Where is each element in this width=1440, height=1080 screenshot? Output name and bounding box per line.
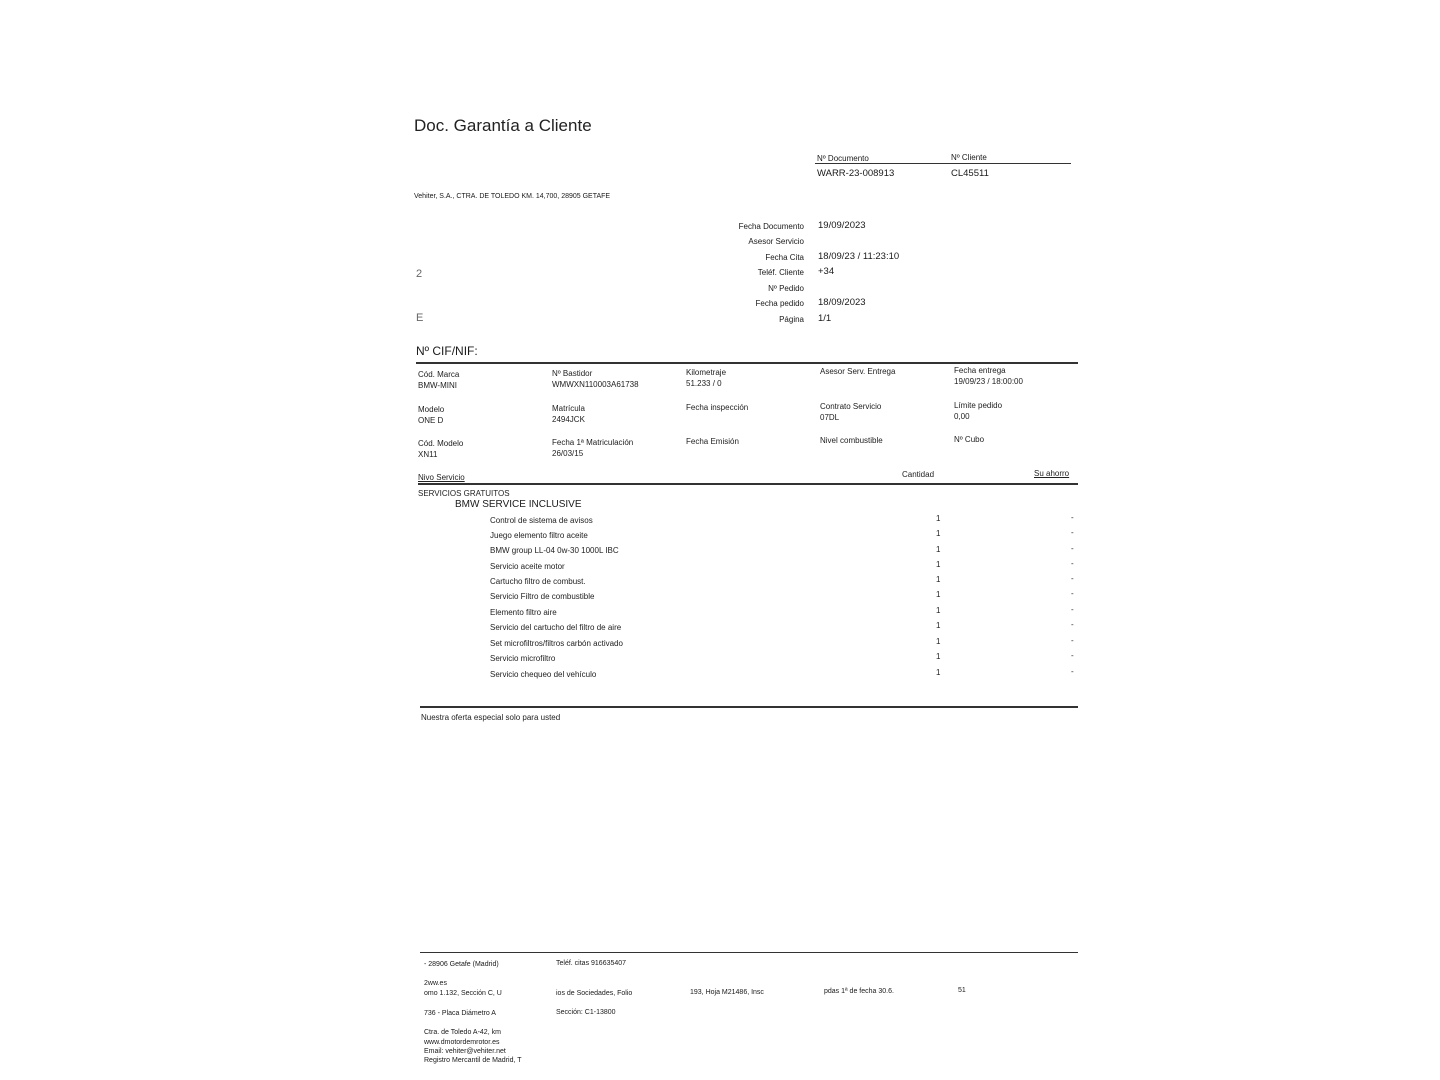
service-saving: - [1071, 651, 1074, 660]
field-label: Asesor Servicio [748, 237, 804, 246]
service-name: Set microfiltros/filtros carbón activado [490, 639, 623, 648]
registration-date-label: Fecha 1ª Matriculación [552, 438, 634, 447]
footer-line: 736 - Placa Diámetro A [424, 1010, 496, 1017]
page-title: Doc. Garantía a Cliente [414, 116, 592, 135]
cif-label: Nº CIF/NIF: [416, 344, 478, 358]
order-limit-value: 0,00 [954, 412, 970, 421]
field-value: 18/09/2023 [818, 297, 866, 308]
col-qty-header: Cantidad [902, 470, 935, 479]
service-name: Control de sistema de avisos [490, 516, 593, 525]
field-label: Página [779, 315, 804, 324]
service-contract-label: Contrato Servicio [820, 402, 882, 411]
service-name: Juego elemento filtro aceite [490, 531, 588, 540]
field-value: 18/09/23 / 11:23:10 [818, 251, 900, 262]
service-subgroup: BMW SERVICE INCLUSIVE [455, 499, 582, 510]
service-qty: 1 [936, 560, 941, 569]
service-saving: - [1071, 667, 1074, 676]
service-contract-value: 07DL [820, 413, 840, 422]
divider [815, 163, 1071, 164]
cube-number-label: Nº Cubo [954, 435, 985, 444]
service-qty: 1 [936, 652, 941, 661]
footer-line: Ctra. de Toledo A-42, km [424, 1029, 501, 1036]
footer-line: omo 1.132, Sección C, U [424, 990, 502, 997]
service-qty: 1 [936, 590, 941, 599]
service-name: Servicio chequeo del vehículo [490, 670, 597, 679]
field-label: Teléf. Cliente [757, 268, 804, 277]
footer-line: 193, Hoja M21486, Insc [690, 989, 764, 996]
service-saving: - [1071, 513, 1074, 522]
mileage-label: Kilometraje [686, 368, 727, 377]
footer-line: Sección: C1-13800 [556, 1009, 616, 1016]
divider [418, 483, 1078, 485]
divider [420, 706, 1078, 708]
field-label: Fecha Documento [738, 222, 804, 231]
service-qty: 1 [936, 637, 941, 646]
plate-value: 2494JCK [552, 415, 585, 424]
client-number-label: Nº Cliente [951, 153, 987, 162]
service-group: SERVICIOS GRATUITOS [418, 489, 510, 498]
service-qty: 1 [936, 668, 941, 677]
model-code-value: XN11 [418, 450, 438, 459]
footer-line: Email: vehiter@vehiter.net [424, 1048, 506, 1055]
fuel-level-label: Nivel combustible [820, 436, 883, 445]
service-name: BMW group LL-04 0w-30 1000L IBC [490, 546, 619, 555]
footer-line: www.dmotordemrotor.es [424, 1039, 500, 1046]
service-qty: 1 [936, 621, 941, 630]
order-limit-label: Límite pedido [954, 401, 1003, 410]
company-line: Vehiter, S.A., CTRA. DE TOLEDO KM. 14,700, 28905 GETAFE [414, 193, 611, 200]
service-qty: 1 [936, 514, 941, 523]
brand-label: Cód. Marca [418, 370, 460, 379]
service-qty: 1 [936, 545, 941, 554]
field-label: Nº Pedido [768, 284, 804, 293]
service-name: Elemento filtro aire [490, 608, 557, 617]
footer-line: 2ww.es [424, 980, 447, 987]
service-name: Servicio aceite motor [490, 562, 565, 571]
client-city: E [416, 312, 424, 324]
client-name: 2 [416, 268, 423, 280]
plate-label: Matrícula [552, 404, 585, 413]
footer-line: Registro Mercantil de Madrid, T [424, 1057, 522, 1064]
mileage-value: 51.233 / 0 [686, 379, 722, 388]
service-saving: - [1071, 559, 1074, 568]
service-qty: 1 [936, 529, 941, 538]
delivery-date-value: 19/09/23 / 18:00:00 [954, 377, 1023, 386]
footer-address: - 28906 Getafe (Madrid) [424, 961, 499, 968]
footer-line: 51 [958, 987, 966, 994]
service-saving: - [1071, 544, 1074, 553]
vin-value: WMWXN110003A61738 [552, 380, 639, 389]
emission-date-label: Fecha Emisión [686, 437, 739, 446]
model-label: Modelo [418, 405, 445, 414]
field-label: Fecha Cita [765, 253, 804, 262]
service-saving: - [1071, 620, 1074, 629]
field-value: +34 [818, 266, 835, 277]
field-label: Fecha pedido [755, 299, 804, 308]
footer-line: pdas 1ª de fecha 30.6. [824, 988, 894, 995]
doc-number-label: Nº Documento [817, 154, 869, 163]
service-saving: - [1071, 528, 1074, 537]
inspection-label: Fecha inspección [686, 403, 749, 412]
vin-label: Nº Bastidor [552, 369, 593, 378]
delivery-advisor-label: Asesor Serv. Entrega [820, 367, 896, 376]
field-value: 1/1 [818, 313, 832, 324]
registration-date-value: 26/03/15 [552, 449, 584, 458]
special-offer: Nuestra oferta especial solo para usted [421, 713, 561, 722]
footer-phone: Teléf. citas 916635407 [556, 960, 627, 967]
doc-number: WARR-23-008913 [817, 168, 895, 179]
delivery-date-label: Fecha entrega [954, 366, 1006, 375]
divider [420, 952, 1078, 953]
brand-value: BMW-MINI [418, 381, 457, 390]
field-value: 19/09/2023 [818, 220, 866, 231]
model-code-label: Cód. Modelo [418, 439, 464, 448]
service-saving: - [1071, 605, 1074, 614]
footer-line: ios de Sociedades, Folio [556, 990, 633, 997]
service-name: Cartucho filtro de combust. [490, 577, 586, 586]
service-saving: - [1071, 589, 1074, 598]
service-saving: - [1071, 574, 1074, 583]
service-saving: - [1071, 636, 1074, 645]
service-name: Servicio microfiltro [490, 654, 556, 663]
service-qty: 1 [936, 575, 941, 584]
col-service-header: Nivo Servicio [418, 473, 465, 482]
divider [416, 362, 1078, 364]
service-name: Servicio del cartucho del filtro de aire [490, 623, 622, 632]
col-saving-header: Su ahorro [1034, 469, 1070, 478]
model-value: ONE D [418, 416, 444, 425]
client-number: CL45511 [951, 168, 989, 179]
service-qty: 1 [936, 606, 941, 615]
service-name: Servicio Filtro de combustible [490, 592, 595, 601]
